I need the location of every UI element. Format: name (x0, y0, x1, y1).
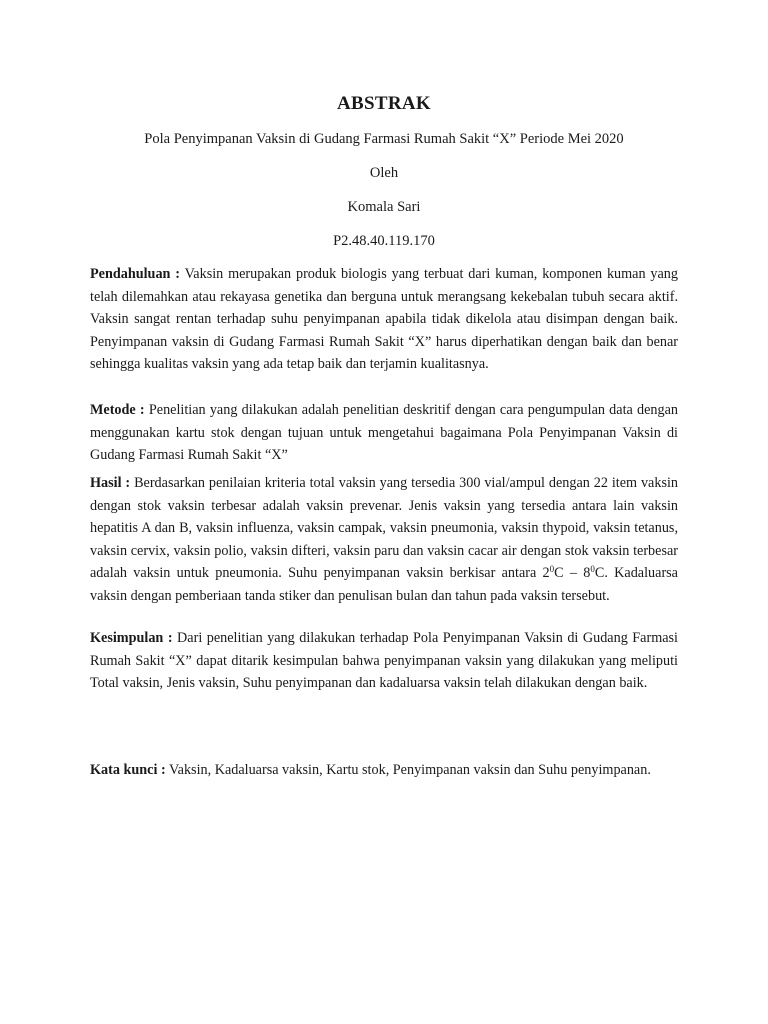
section-pendahuluan (90, 263, 678, 376)
abstract-subtitle: Pola Penyimpanan Vaksin di Gudang Farmasi Rumah Sakit “X” Periode Mei 2020 (144, 131, 624, 147)
section-text: Dari penelitian yang dilakukan terhadap Pola Penyimpanan Vaksin di Gudang Farmasi Rumah Sakit “X” dapat ditarik kesimpulan bahwa penyimpanan vaksin yang dilakukan yang meliputi Total vaksin, Jenis vaksin, Suhu penyimpanan dan kadaluarsa vaksin telah dilakukan dengan baik. (90, 630, 678, 692)
section-text: Penelitian yang dilakukan adalah penelitian deskritif dengan cara pengumpulan data dengan menggunakan kartu stok dengan tujuan untuk mengetahui bagaimana Pola Penyimpanan Vaksin di Gudang Farmasi Rumah Sakit “X” (90, 402, 679, 464)
section-text: C – 8 (554, 565, 591, 582)
section-label: Pendahuluan : (90, 266, 181, 282)
section-metode (90, 399, 678, 467)
section-hasil (90, 472, 678, 608)
abstract-title: ABSTRAK (337, 93, 431, 114)
student-id: P2.48.40.119.170 (333, 233, 435, 249)
section-text: Vaksin merupakan produk biologis yang terbuat dari kuman, komponen kuman yang telah dilemahkan atau rekayasa genetika dan berguna untuk merangsang kekebalan tubuh secara aktif. Vaksin sangat rentan terhadap suhu penyimpanan apabila tidak dikelola atau disimpan dengan baik. Penyimpanan vaksin di Gudang Farmasi Rumah Sakit “X” harus diperhatikan dengan baik dan benar sehingga kualitas vaksin yang ada tetap baik dan terjamin kualitasnya. (90, 266, 678, 373)
section-label: Kesimpulan : (90, 630, 173, 646)
section-label: Metode : (90, 402, 145, 418)
section-kata-kunci (90, 759, 678, 782)
section-label: Kata kunci : (90, 762, 166, 778)
degree-superscript: 0 (590, 564, 595, 575)
section-kesimpulan (90, 627, 678, 695)
author-name: Komala Sari (347, 199, 421, 215)
degree-superscript: 0 (549, 564, 555, 575)
section-label: Hasil : (90, 475, 131, 491)
section-text: C. Kadaluarsa vaksin dengan pemberiaan tanda stiker dan penulisan bulan dan tahun pada vaksin tersebut. (90, 565, 678, 604)
section-text: Berdasarkan penilaian kriteria total vaksin yang tersedia 300 vial/ampul dengan 22 item vaksin dengan stok vaksin terbesar adalah vaksin prevenar. Jenis vaksin yang tersedia antara lain vaksin hepatitis A dan B, vaksin influenza, vaksin campak, vaksin pneumonia, vaksin thypoid, vaksin tetanus, vaksin cervix, vaksin polio, vaksin difteri, vaksin paru dan vaksin cacar air dengan stok vaksin terbesar adalah vaksin untuk pneumonia. Suhu penyimpanan vaksin berkisar antara 2 (90, 475, 679, 582)
section-text: Vaksin, Kadaluarsa vaksin, Kartu stok, Penyimpanan vaksin dan Suhu penyimpanan. (168, 762, 651, 778)
by-label: Oleh (369, 165, 399, 181)
